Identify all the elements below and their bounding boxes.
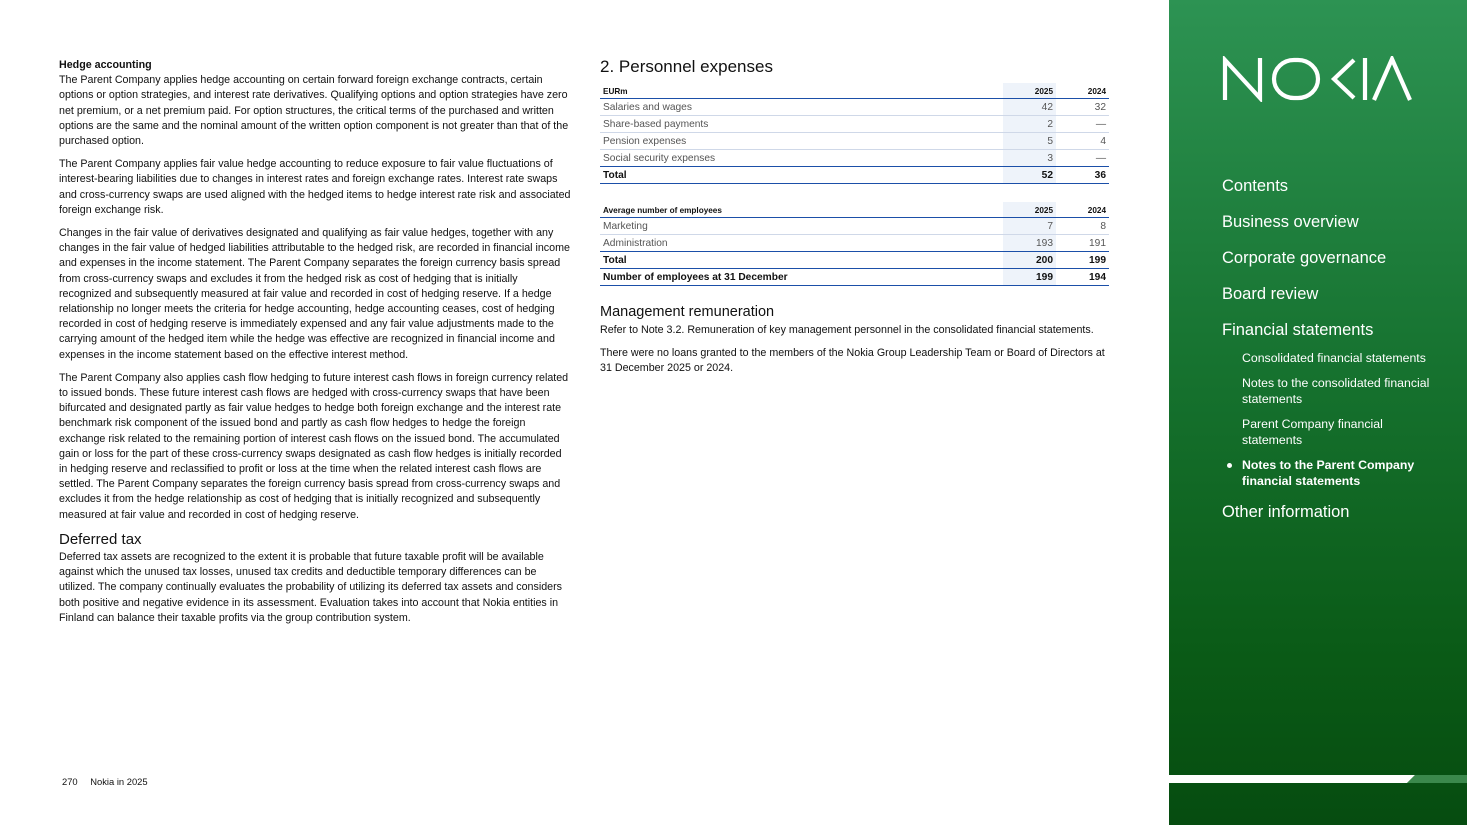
left-column [59,58,571,634]
document-title: Nokia in 2025 [90,776,148,787]
table-cell: 200 [1003,252,1056,269]
table-cell: Share-based payments [600,116,1003,133]
navigation [1222,176,1442,538]
nav-board-review[interactable]: Board review [1222,285,1319,303]
nav-financial-statements[interactable]: Financial statements [1222,321,1374,339]
table-cell: 36 [1056,167,1109,184]
table-header-cell: EURm [600,83,1003,99]
nav-notes-parent-company[interactable]: Notes to the Parent Company financial statements [1242,457,1442,490]
table-total-row [600,167,1109,184]
table-header-cell: Average number of employees [600,202,1003,218]
table-total-row [600,252,1109,269]
table-total-row [600,269,1109,286]
deferred-tax-heading: Deferred tax [59,530,142,548]
table-row [600,235,1109,252]
table-cell: 193 [1003,235,1056,252]
table-cell: 52 [1003,167,1056,184]
table-cell: 194 [1056,269,1109,286]
management-paragraph-1: Refer to Note 3.2. Remuneration of key management personnel in the consolidated financial statements. [600,324,1094,336]
table-cell: Social security expenses [600,150,1003,167]
nav-corporate-governance[interactable]: Corporate governance [1222,249,1387,267]
hedge-paragraph-1: The Parent Company applies hedge accounting on certain forward foreign exchange contracts, certain options or option strategies, and interest rate derivatives. Qualifying options and option strategies have zero net premium, or a net premium paid. For option structures, the critical terms of the purchased and written options are the same and the nominal amount of the written option component is not greater than that of the purchased option. [59,74,569,148]
table-cell: Pension expenses [600,133,1003,150]
nav-consolidated-financial-statements[interactable]: Consolidated financial statements [1242,351,1426,365]
table-cell: — [1056,150,1109,167]
table-cell: Salaries and wages [600,99,1003,116]
table-cell: Total [600,167,1003,184]
management-paragraph-2: There were no loans granted to the members of the Nokia Group Leadership Team or Board of Directors at 31 December 2025 or 2024. [600,347,1105,375]
nav-business-overview[interactable]: Business overview [1222,213,1359,231]
management-remuneration-heading: Management remuneration [600,304,775,320]
hedge-paragraph-4: The Parent Company also applies cash flow hedging to future interest cash flows in foreign currency related to issued bonds. These future interest cash flows are hedged with cross-currency swaps that have been bifurcated and designated partly as fair value hedges to hedge both foreign exchange and the interest rate benchmark risk component of the issued bond and partly as cash flow hedges to hedge the foreign exchange risk related to the remaining portion of interest cash flows on the issued bond. The accumulated gain or loss for the part of these cross-currency swaps designated as cash flow hedges is initially recorded in hedging reserve and reclassified to profit or loss at the time when the related interest cash flows are settled. The Parent Company separates the foreign currency basis spread from cross-currency swaps and excludes it from the hedge relationship as cost of hedging that is initially recognized and subsequently measured at fair value and recorded in cost of hedging reserve. [59,371,569,521]
decorative-stripe [1169,775,1467,783]
table-cell: 7 [1003,218,1056,235]
table-header-row [600,83,1109,99]
nav-financial-submenu [1242,350,1442,490]
table-header-cell: 2025 [1003,202,1056,218]
hedge-paragraph-3: Changes in the fair value of derivatives designated and qualifying as fair value hedges, together with any changes in the fair value of hedged liabilities attributable to the hedged risk, are recorded in financial income and expenses in the income statement. The Parent Company separates the foreign currency basis spread from cross-currency swaps and excludes it from the hedged risk as cost of hedging that is initially recognized and subsequently measured at fair value and recorded in cost of hedging reserve. If a hedge relationship no longer meets the criteria for hedge accounting, hedge accounting ceases, cost of hedging recorded in cost of hedging reserve is immediately expensed and any fair value adjustments made to the carrying amount of the hedged item while the hedge was effective are recognized in financial income and expenses in the income statement based on the effective interest method. [59,227,570,361]
table-header-cell: 2024 [1056,83,1109,99]
table-cell: Number of employees at 31 December [600,269,1003,286]
nav-parent-company-statements[interactable]: Parent Company financial statements [1242,416,1383,447]
page-number: 270 [62,776,78,787]
table-cell: 199 [1056,252,1109,269]
employees-table [600,202,1109,286]
table-row [600,133,1109,150]
hedge-paragraph-2: The Parent Company applies fair value hedge accounting to reduce exposure to fair value fluctuations of interest-bearing liabilities due to changes in interest rates and foreign exchange rates. Interest rate swaps and cross-currency swaps are used aligned with the hedged items to hedge interest rate risk and associated foreign exchange risk. [59,158,571,216]
table-cell: 5 [1003,133,1056,150]
table-header-row [600,202,1109,218]
table-cell: 199 [1003,269,1056,286]
nav-contents[interactable]: Contents [1222,177,1289,195]
table-cell: Total [600,252,1003,269]
nav-notes-consolidated[interactable]: Notes to the consolidated financial statements [1242,375,1430,406]
middle-column [600,55,1110,385]
nav-other-information[interactable]: Other information [1222,502,1350,521]
personnel-expenses-table [600,83,1109,184]
hedge-accounting-heading: Hedge accounting [59,59,152,71]
table-cell: 8 [1056,218,1109,235]
table-cell: 4 [1056,133,1109,150]
table-row [600,150,1109,167]
table-cell: 42 [1003,99,1056,116]
table-cell: 32 [1056,99,1109,116]
table-header-cell: 2025 [1003,83,1056,99]
sidebar [1169,0,1467,825]
table-row [600,99,1109,116]
table-header-cell: 2024 [1056,202,1109,218]
table-row [600,218,1109,235]
page-footer [62,776,158,787]
table-cell: Marketing [600,218,1003,235]
table-cell: 191 [1056,235,1109,252]
personnel-expenses-title: 2. Personnel expenses [600,57,773,76]
table-cell: 3 [1003,150,1056,167]
table-cell: — [1056,116,1109,133]
table-row [600,116,1109,133]
deferred-tax-paragraph: Deferred tax assets are recognized to the extent it is probable that future taxable profit will be available against which the unused tax losses, unused tax credits and deductible temporary differences can be utilized. The company continually evaluates the probability of utilizing its deferred tax assets and considers both positive and negative evidence in its assessment. Evaluation takes into account that Nokia entities in Finland can balance their taxable profits via the group contribution system. [59,550,562,624]
table-cell: Administration [600,235,1003,252]
nokia-logo-icon [1222,56,1412,102]
table-cell: 2 [1003,116,1056,133]
nokia-logo [1222,56,1412,107]
